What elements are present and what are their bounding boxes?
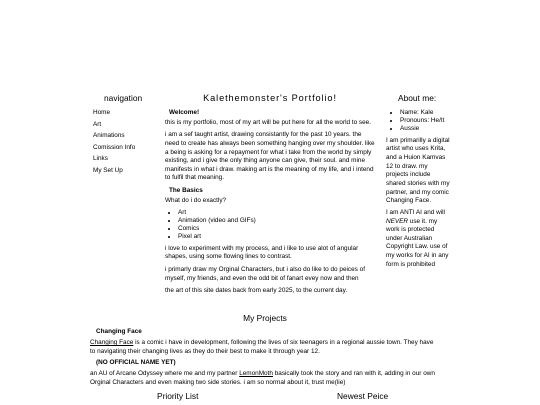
nav-item-home[interactable]: Home (93, 109, 111, 117)
project2-heading: (NO OFFICIAL NAME YET) (96, 359, 176, 367)
navigation-list (93, 109, 161, 175)
navigation-panel (93, 93, 161, 178)
ai-notice (386, 209, 451, 269)
newest-piece-heading: Newest Peice (337, 391, 389, 401)
about-heading: About me: (398, 93, 437, 103)
nav-item-animations[interactable]: Animations (93, 132, 125, 140)
priority-list-heading: Priority List (157, 391, 199, 401)
about-item-location: • Aussie (400, 125, 451, 133)
project1-heading: Changing Face (96, 328, 142, 336)
project2-text-end: basically took the story and ran with it, adding in our own Orginal Characters and even making two side stories. i am so normal about it, trust me(lie) (90, 369, 435, 386)
nav-item-comission-info[interactable]: Comission Info (93, 143, 136, 151)
ai-notice-never: NEVER (386, 217, 409, 225)
nav-item-art[interactable]: Art (93, 120, 102, 128)
projects-section (90, 313, 440, 390)
basics-list (165, 209, 375, 240)
ai-notice-start: I am ANTI AI and will (386, 208, 445, 216)
page-title: Kalethemonster's Portfolio! (203, 93, 337, 103)
project1-description (90, 339, 440, 356)
project1-text: is a comic i have in development, following the lives of six teenagers in a regional aussie town. They have to navigating their changing lives as they do their best to make it through year 12. (90, 338, 434, 355)
dates-text: the art of this site dates back from early 2025, to the current day. (165, 287, 348, 295)
basics-item: • Pixel art (178, 233, 375, 241)
basics-question: What do i do exactly? (165, 196, 227, 204)
about-bio: I am primarilly a digital artist who uses Krita, and a Huion Kamvas 12 to draw. my projects include shared stories with my partner, and my comic Changing Face. (386, 136, 450, 205)
about-item-pronouns: • Pronouns: He/It (400, 117, 451, 125)
nav-item-my-set-up[interactable]: My Set Up (93, 166, 123, 174)
characters-text: i primarly draw my Orginal Characters, but i also do like to do peices of myself, my friends, and even the odd bit of fanart evey now and then (165, 265, 365, 282)
changing-face-link[interactable]: Changing Face (90, 338, 134, 346)
navigation-heading: navigation (104, 93, 143, 103)
basics-item: • Comics (178, 225, 375, 233)
about-art-text: i am a sef taught artist, drawing consistantly for the past 10 years. the need to create has always been something hanging over my shoulder. like a being is asking for a repayment for what i take from the world by simply existing, and i give the only thing anyone can give, their soul. and mine manifests in what i draw. making art is the meaning of my life, and i intend to fulfil that meaning. (165, 131, 375, 182)
experiment-text: i love to experiment with my process, and i like to use alot of angular shapes, using some flowing lines to contrast. (165, 244, 359, 261)
intro-text: this is my portfolio, most of my art will be put here for all the world to see. (165, 118, 372, 126)
about-panel (386, 93, 451, 272)
basics-heading: The Basics (169, 187, 203, 195)
project2-text-start: an AU of Arcane Odyssey where me and my partner (90, 369, 240, 377)
projects-heading: My Projects (243, 313, 287, 323)
welcome-heading: Welcome! (169, 109, 200, 116)
basics-item: • Art (178, 209, 375, 217)
ai-notice-end: use it. my work is protected under Australian Copyright Law. use of my works for AI in any form is prohibited (386, 217, 449, 268)
lemonmoth-link[interactable]: LemonMoth (239, 369, 273, 377)
nav-item-links[interactable]: Links (93, 155, 108, 163)
project2-description (90, 370, 440, 387)
about-item-name: • Name: Kale (400, 109, 451, 117)
basics-item: • Animation (video and GIFs) (178, 217, 375, 225)
about-list (386, 109, 451, 132)
main-content (165, 93, 375, 300)
